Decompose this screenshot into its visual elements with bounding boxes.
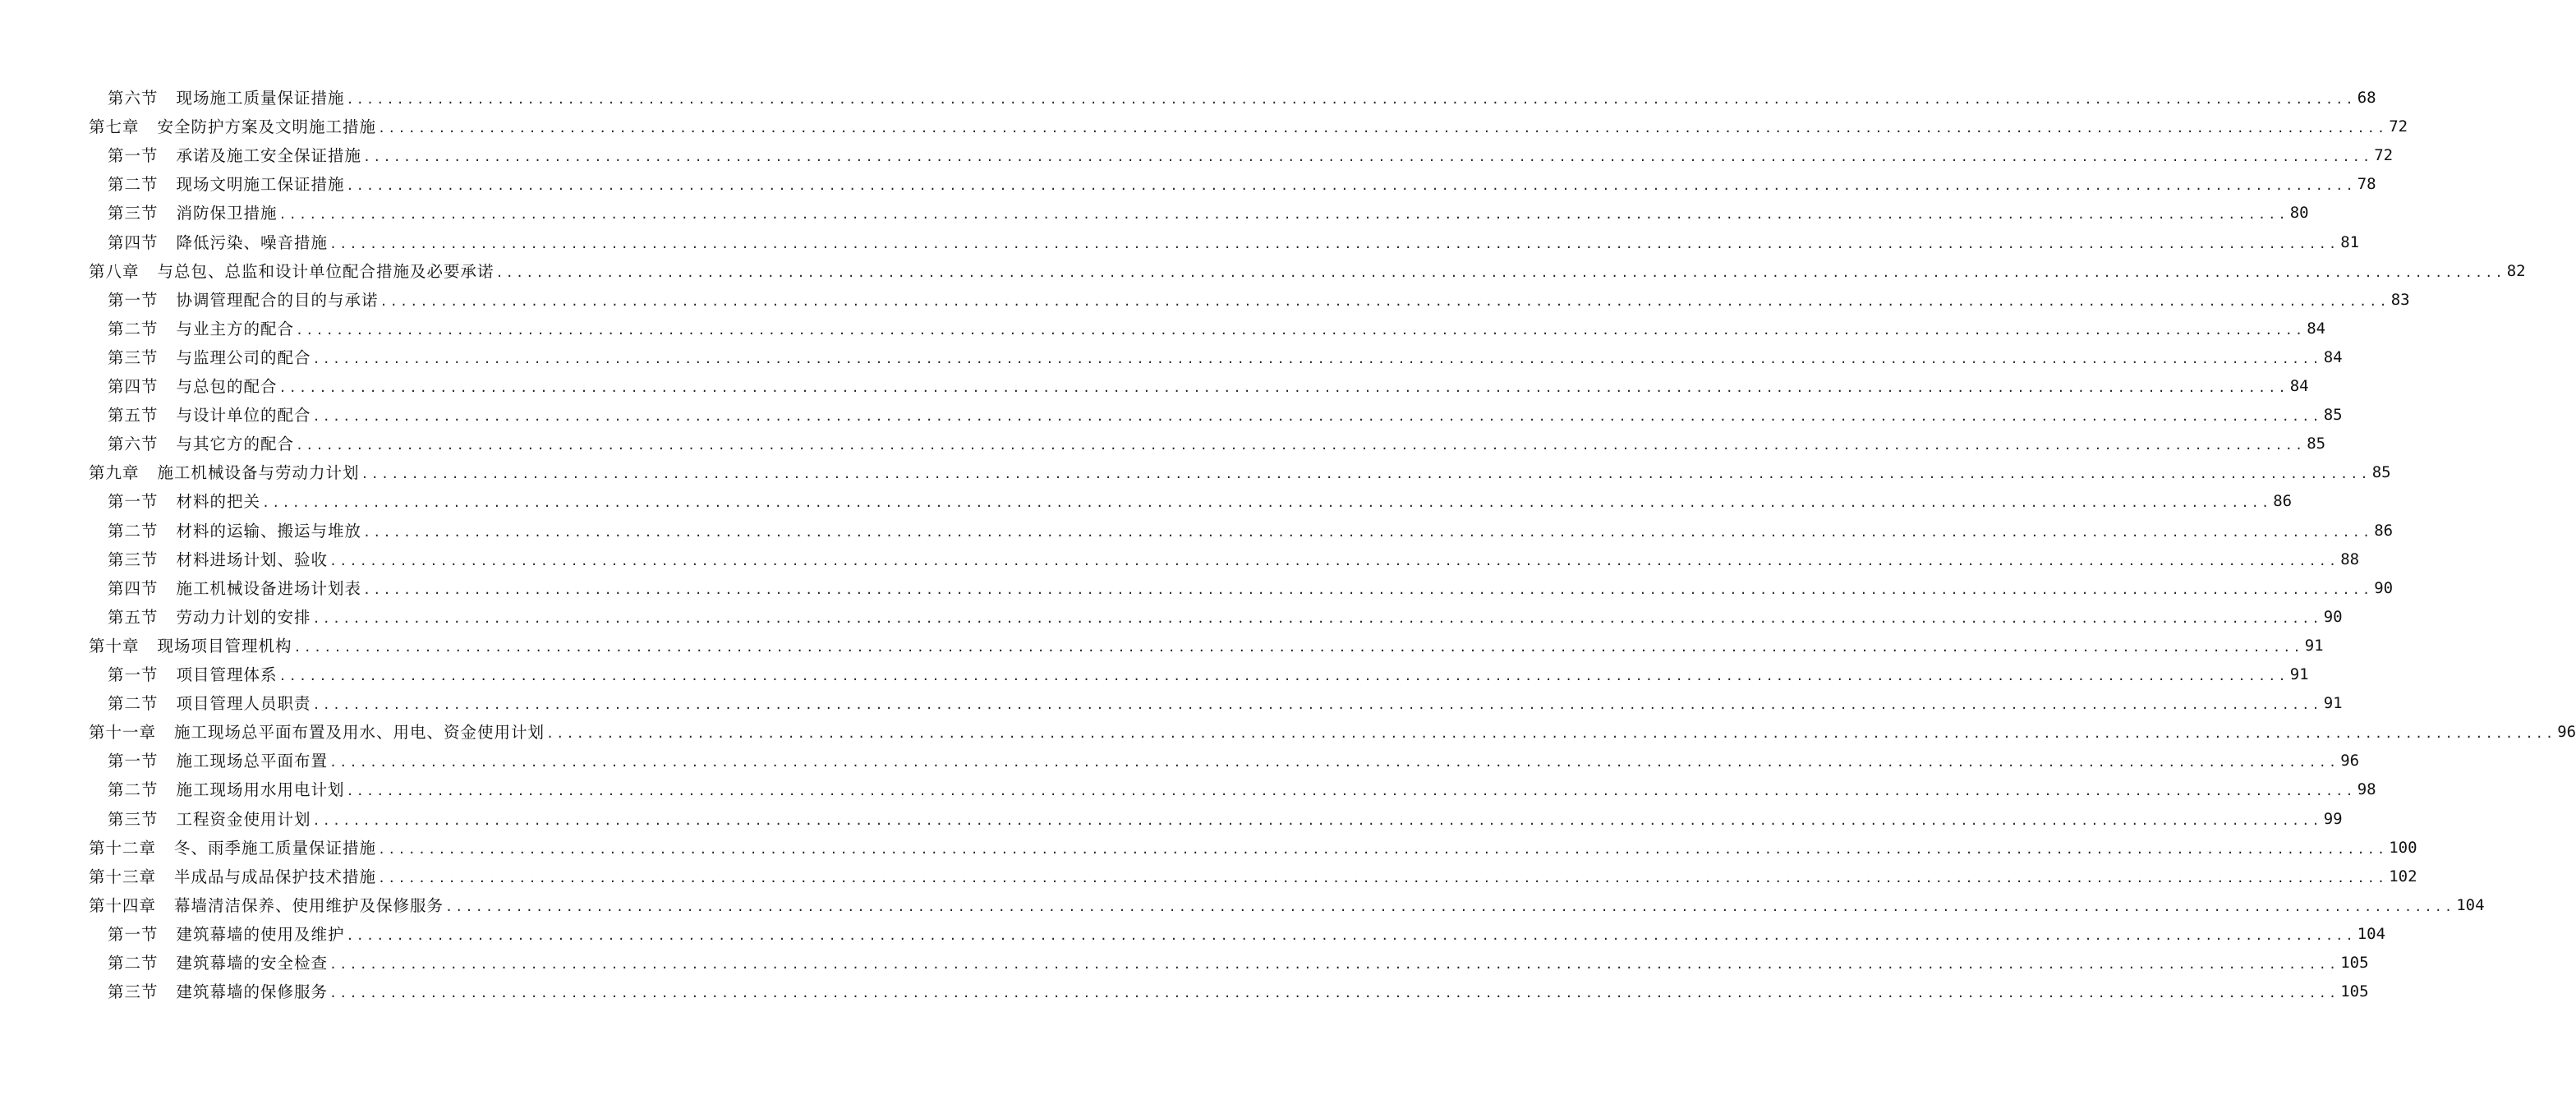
toc-dot-leader: ........................................................................................................................................................................................................ <box>346 927 2356 943</box>
toc-chapter-entry[interactable] <box>89 862 2417 891</box>
toc-entry-number: 第五节 <box>108 406 159 426</box>
toc-page-number: 91 <box>2323 694 2343 713</box>
toc-entry-title: 消防保卫措施 <box>176 204 278 223</box>
toc-entry-title: 材料的运输、搬运与堆放 <box>176 521 362 540</box>
toc-dot-leader: ........................................................................................................................................................................................................ <box>312 697 2322 713</box>
toc-entry-title: 与业主方的配合 <box>176 319 295 338</box>
toc-section-entry[interactable] <box>108 228 2360 257</box>
toc-entry-title: 材料的把关 <box>176 492 261 512</box>
toc-entry-number: 第三节 <box>108 982 159 1002</box>
toc-entry-number: 第四节 <box>108 232 159 252</box>
toc-section-entry[interactable] <box>108 689 2343 718</box>
toc-entry-number: 第七章 <box>89 117 140 137</box>
toc-entry-title: 材料进场计划、验收 <box>176 550 329 569</box>
toc-entry-number: 第三节 <box>108 809 159 829</box>
toc-entry-title: 降低污染、噪音措施 <box>176 232 329 252</box>
toc-entry-title: 半成品与成品保护技术措施 <box>174 867 377 886</box>
toc-entry-title: 与总包的配合 <box>176 377 278 396</box>
toc-entry-title: 施工现场总平面布置及用水、用电、资金使用计划 <box>174 723 545 743</box>
toc-chapter-entry[interactable] <box>89 458 2391 487</box>
toc-section-entry[interactable] <box>108 315 2326 343</box>
toc-section-entry[interactable] <box>108 372 2309 401</box>
toc-chapter-entry[interactable] <box>89 718 2576 747</box>
toc-dot-leader: ........................................................................................................................................................................................................ <box>363 582 2373 597</box>
toc-dot-leader: ........................................................................................................................................................................................................ <box>329 553 2339 568</box>
toc-section-entry[interactable] <box>108 574 2394 603</box>
toc-page-number: 86 <box>2374 521 2394 540</box>
toc-dot-leader: ........................................................................................................................................................................................................ <box>378 121 2388 136</box>
toc-entry-title: 冬、雨季施工质量保证措施 <box>174 838 377 858</box>
toc-section-entry[interactable] <box>108 603 2343 632</box>
toc-entry-number: 第三节 <box>108 347 159 367</box>
toc-entry-number: 第六节 <box>108 435 159 454</box>
toc-page-number: 98 <box>2357 780 2376 799</box>
toc-dot-leader: ........................................................................................................................................................................................................ <box>363 524 2373 540</box>
toc-entry-number: 第二节 <box>108 954 159 973</box>
toc-entry-number: 第九章 <box>89 463 140 483</box>
toc-entry-number: 第一节 <box>108 665 159 684</box>
toc-dot-leader: ........................................................................................................................................................................................................ <box>312 610 2322 626</box>
toc-page-number: 100 <box>2389 838 2417 857</box>
toc-dot-leader: ........................................................................................................................................................................................................ <box>380 293 2390 309</box>
toc-page-number: 104 <box>2456 895 2485 914</box>
toc-dot-leader: ........................................................................................................................................................................................................ <box>312 409 2322 425</box>
toc-entry-title: 施工机械设备与劳动力计划 <box>157 463 360 483</box>
toc-page-number: 72 <box>2374 146 2394 165</box>
toc-entry-number: 第十章 <box>89 636 140 656</box>
toc-page-number: 91 <box>2304 636 2324 655</box>
toc-entry-title: 与监理公司的配合 <box>176 347 311 367</box>
toc-dot-leader: ........................................................................................................................................................................................................ <box>346 178 2356 194</box>
toc-page-number: 72 <box>2389 117 2408 136</box>
toc-entry-number: 第一节 <box>108 492 159 512</box>
toc-entry-title: 与设计单位的配合 <box>176 406 311 426</box>
toc-entry-title: 项目管理人员职责 <box>176 694 311 714</box>
toc-section-entry[interactable] <box>108 920 2386 949</box>
toc-entry-title: 安全防护方案及文明施工措施 <box>157 117 377 137</box>
toc-entry-number: 第十三章 <box>89 867 157 886</box>
toc-entry-number: 第二节 <box>108 694 159 714</box>
toc-entry-number: 第五节 <box>108 607 159 627</box>
toc-dot-leader: ........................................................................................................................................................................................................ <box>361 467 2371 482</box>
toc-page-number: 68 <box>2357 89 2376 107</box>
toc-section-entry[interactable] <box>108 487 2293 516</box>
toc-dot-leader: ........................................................................................................................................................................................................ <box>378 841 2388 857</box>
toc-entry-title: 建筑幕墙的保修服务 <box>176 982 329 1002</box>
toc-page-number: 102 <box>2389 867 2417 886</box>
toc-chapter-entry[interactable] <box>89 113 2408 141</box>
toc-entry-number: 第三节 <box>108 204 159 223</box>
toc-section-entry[interactable] <box>108 747 2360 775</box>
toc-chapter-entry[interactable] <box>89 632 2324 660</box>
toc-dot-leader: ........................................................................................................................................................................................................ <box>312 351 2322 366</box>
toc-page-number: 78 <box>2357 175 2376 194</box>
toc-entry-number: 第十一章 <box>89 723 157 743</box>
toc-entry-number: 第一节 <box>108 752 159 771</box>
toc-entry-title: 现场项目管理机构 <box>157 636 292 656</box>
toc-entry-title: 建筑幕墙的使用及维护 <box>176 924 345 944</box>
toc-entry-title: 施工现场总平面布置 <box>176 752 329 771</box>
toc-entry-number: 第二节 <box>108 319 159 338</box>
toc-dot-leader: ........................................................................................................................................................................................................ <box>346 784 2356 799</box>
toc-dot-leader: ........................................................................................................................................................................................................ <box>296 438 2306 453</box>
toc-section-entry[interactable] <box>108 401 2343 430</box>
toc-page-number: 90 <box>2323 607 2343 626</box>
toc-entry-number: 第二节 <box>108 175 159 195</box>
toc-entry-number: 第二节 <box>108 780 159 800</box>
toc-entry-title: 工程资金使用计划 <box>176 809 311 829</box>
toc-section-entry[interactable] <box>108 170 2376 199</box>
toc-dot-leader: ........................................................................................................................................................................................................ <box>495 264 2505 280</box>
toc-entry-number: 第一节 <box>108 924 159 944</box>
toc-entry-number: 第三节 <box>108 550 159 569</box>
toc-dot-leader: ........................................................................................................................................................................................................ <box>346 92 2356 107</box>
toc-page-number: 86 <box>2273 492 2293 511</box>
toc-dot-leader: ........................................................................................................................................................................................................ <box>445 899 2455 914</box>
toc-section-entry[interactable] <box>108 660 2309 689</box>
toc-dot-leader: ........................................................................................................................................................................................................ <box>278 380 2288 395</box>
toc-page-number: 80 <box>2289 204 2309 223</box>
toc-page-number: 85 <box>2323 406 2343 425</box>
toc-entry-title: 与总包、总监和设计单位配合措施及必要承诺 <box>157 261 494 281</box>
toc-entry-title: 施工现场用水用电计划 <box>176 780 345 800</box>
toc-page-number: 91 <box>2289 665 2309 683</box>
toc-entry-title: 项目管理体系 <box>176 665 278 684</box>
toc-section-entry[interactable] <box>108 978 2369 1006</box>
toc-page-number: 83 <box>2390 290 2410 309</box>
toc-dot-leader: ........................................................................................................................................................................................................ <box>329 755 2339 770</box>
toc-section-entry[interactable] <box>108 430 2326 458</box>
toc-page-number: 84 <box>2307 319 2326 338</box>
toc-entry-number: 第一节 <box>108 290 159 310</box>
toc-entry-title: 与其它方的配合 <box>176 435 295 454</box>
toc-page-number: 105 <box>2340 954 2369 972</box>
toc-entry-number: 第六节 <box>108 89 159 108</box>
toc-dot-leader: ........................................................................................................................................................................................................ <box>278 669 2288 683</box>
toc-section-entry[interactable] <box>108 805 2343 834</box>
toc-page-number: 99 <box>2323 809 2343 828</box>
toc-entry-number: 第四节 <box>108 578 159 598</box>
toc-section-entry[interactable] <box>108 343 2343 372</box>
toc-entry-number: 第十二章 <box>89 838 157 858</box>
toc-page-number: 105 <box>2340 982 2369 1001</box>
toc-page-number: 96 <box>2557 723 2576 742</box>
toc-dot-leader: ........................................................................................................................................................................................................ <box>293 639 2303 655</box>
toc-section-entry[interactable] <box>108 949 2369 978</box>
toc-dot-leader: ........................................................................................................................................................................................................ <box>329 986 2339 1001</box>
toc-chapter-entry[interactable] <box>89 891 2485 920</box>
toc-entry-number: 第四节 <box>108 377 159 396</box>
toc-page-number: 85 <box>2307 435 2326 453</box>
toc-dot-leader: ........................................................................................................................................................................................................ <box>546 726 2556 742</box>
toc-section-entry[interactable] <box>108 141 2394 170</box>
toc-page-number: 85 <box>2371 463 2391 482</box>
toc-page-number: 88 <box>2340 550 2360 568</box>
toc-entry-number: 第八章 <box>89 261 140 281</box>
toc-dot-leader: ........................................................................................................................................................................................................ <box>312 812 2322 828</box>
toc-entry-number: 第二节 <box>108 521 159 540</box>
toc-entry-number: 第一节 <box>108 146 159 166</box>
toc-entry-title: 现场施工质量保证措施 <box>176 89 345 108</box>
toc-chapter-entry[interactable] <box>89 257 2526 286</box>
toc-dot-leader: ........................................................................................................................................................................................................ <box>329 236 2339 251</box>
toc-dot-leader: ........................................................................................................................................................................................................ <box>262 495 2272 511</box>
toc-dot-leader: ........................................................................................................................................................................................................ <box>329 957 2339 972</box>
toc-section-entry[interactable] <box>108 286 2410 315</box>
toc-dot-leader: ........................................................................................................................................................................................................ <box>278 207 2288 223</box>
toc-section-entry[interactable] <box>108 199 2309 228</box>
toc-chapter-entry[interactable] <box>89 834 2417 862</box>
toc-dot-leader: ........................................................................................................................................................................................................ <box>296 322 2306 338</box>
toc-entry-number: 第十四章 <box>89 895 157 915</box>
toc-entry-title: 劳动力计划的安排 <box>176 607 311 627</box>
toc-section-entry[interactable] <box>108 84 2376 113</box>
toc-entry-title: 建筑幕墙的安全检查 <box>176 954 329 973</box>
toc-entry-title: 施工机械设备进场计划表 <box>176 578 362 598</box>
toc-page-number: 84 <box>2289 377 2309 395</box>
toc-entry-title: 幕墙清洁保养、使用维护及保修服务 <box>174 895 444 915</box>
toc-page-number: 90 <box>2374 578 2394 597</box>
toc-page-number: 96 <box>2340 752 2360 770</box>
toc-page-number: 84 <box>2323 347 2343 366</box>
toc-dot-leader: ........................................................................................................................................................................................................ <box>363 150 2373 165</box>
toc-section-entry[interactable] <box>108 517 2394 545</box>
toc-page-number: 82 <box>2506 261 2526 280</box>
toc-section-entry[interactable] <box>108 775 2376 804</box>
toc-page-number: 81 <box>2340 232 2360 251</box>
toc-entry-title: 协调管理配合的目的与承诺 <box>176 290 379 310</box>
toc-entry-title: 现场文明施工保证措施 <box>176 175 345 195</box>
toc-dot-leader: ........................................................................................................................................................................................................ <box>378 870 2388 886</box>
toc-page-number: 104 <box>2357 924 2386 943</box>
toc-entry-title: 承诺及施工安全保证措施 <box>176 146 362 166</box>
toc-section-entry[interactable] <box>108 545 2360 574</box>
